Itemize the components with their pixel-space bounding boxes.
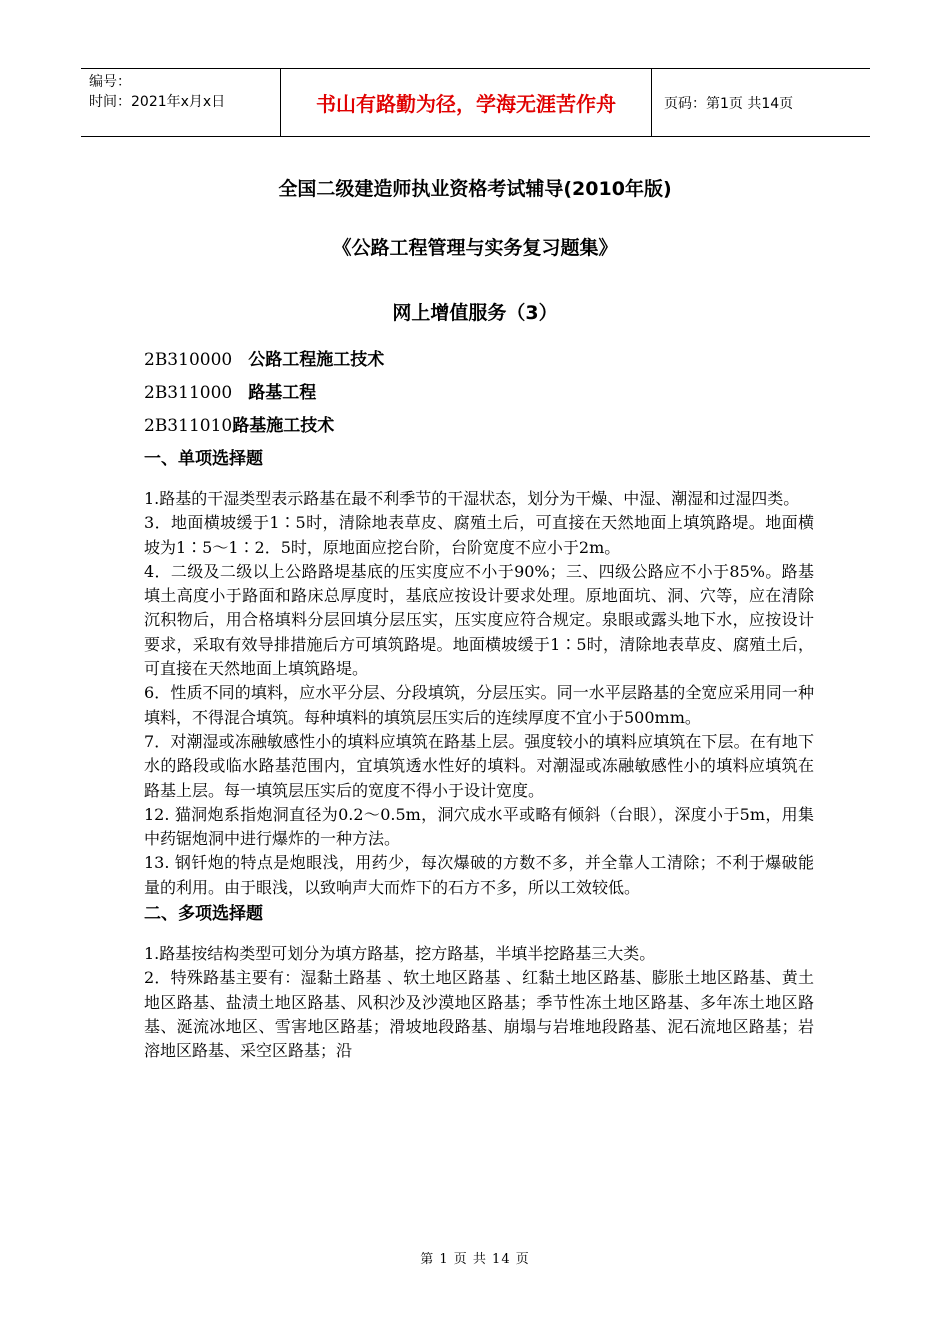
header-page-info: 页码：第1页 共14页 xyxy=(664,95,794,112)
doc-number-label: 编号： xyxy=(89,74,131,90)
section-heading-2b311000 xyxy=(144,379,814,412)
single-item-3: 3．地面横坡缓于1∶5时，清除地表草皮、腐殖土后，可直接在天然地面上填筑路堤。地面横坡为1∶5～1∶2．5时，原地面应挖台阶，台阶宽度不应小于2m。 xyxy=(144,513,814,557)
document-body xyxy=(144,346,814,1064)
single-item-13: 13. 钢钎炮的特点是炮眼浅，用药少，每次爆破的方数不多，并全靠人工清除；不利于爆破能量的利用。由于眼浅，以致响声大而炸下的石方不多，所以工效较低。 xyxy=(144,853,814,897)
multi-item-1: 1.路基按结构类型可划分为填方路基，挖方路基，半填半挖路基三大类。 xyxy=(144,944,656,964)
multi-item-2: 2．特殊路基主要有：湿黏土路基 、软土地区路基 、红黏土地区路基、膨胀土地区路基、黄土地区路基、盐渍土地区路基、风积沙及沙漠地区路基；季节性冻土地区路基、多年冻土地区路基、涎流冰地区、雪害地区路基；滑坡地段路基、崩塌与岩堆地段路基、泥石流地区路基；岩溶地区路基、采空区路基；沿 xyxy=(144,968,814,1061)
section-name: 路基施工技术 xyxy=(232,416,335,436)
single-choice-heading: 一、单项选择题 xyxy=(144,449,263,469)
single-item-12: 12. 猫洞炮系指炮洞直径为0.2～0.5m，洞穴成水平或略有倾斜（台眼），深度小于5m，用集中药锯炮洞中进行爆炸的一种方法。 xyxy=(144,804,814,849)
section-name: 公路工程施工技术 xyxy=(248,350,385,370)
page-footer: 第 1 页 共 14 页 xyxy=(420,1252,530,1267)
single-item-7: 7．对潮湿或冻融敏感性小的填料应填筑在路基上层。强度较小的填料应填筑在下层。在有地下水的路段或临水路基范围内，宜填筑透水性好的填料。对潮湿或冻融敏感性小的填料应填筑在路基上层。每一填筑层压实后的宽度不得小于设计宽度。 xyxy=(144,731,814,800)
section-code: 2B310000 xyxy=(144,350,233,370)
section-name: 路基工程 xyxy=(248,383,317,403)
single-item-1: 1.路基的干湿类型表示路基在最不利季节的干湿状态，划分为干燥、中湿、潮湿和过湿四类。 xyxy=(144,489,800,508)
doc-time-label: 时间：2021年x月x日 xyxy=(89,94,226,110)
doc-title-line2: 《公路工程管理与实务复习题集》 xyxy=(332,237,618,259)
section-code: 2B311000 xyxy=(144,383,233,403)
doc-title-line3: 网上增值服务（3） xyxy=(392,302,558,324)
single-item-6: 6．性质不同的填料，应水平分层、分段填筑，分层压实。同一水平层路基的全宽应采用同一种填料，不得混合填筑。每种填料的填筑层压实后的连续厚度不宜小于500mm。 xyxy=(144,683,814,727)
header-meta xyxy=(81,69,281,136)
doc-title-line1: 全国二级建造师执业资格考试辅导(2010年版) xyxy=(278,178,672,200)
multi-choice-heading: 二、多项选择题 xyxy=(144,904,263,925)
header-motto: 书山有路勤为径，学海无涯苦作舟 xyxy=(281,69,652,136)
section-heading-2b310000 xyxy=(144,346,814,379)
section-code: 2B311010 xyxy=(144,416,233,436)
header-table xyxy=(81,68,870,137)
section-heading-2b311010 xyxy=(144,412,814,445)
single-item-4: 4．二级及二级以上公路路堤基底的压实度应不小于90%；三、四级公路应不小于85%。路基填土高度小于路面和路床总厚度时，基底应按设计要求处理。原地面坑、洞、穴等，应在清除沉积物后，用合格填料分层回填分层压实，压实度应符合规定。泉眼或露头地下水，应按设计要求，采取有效导排措施后方可填筑路堤。地面横坡缓于1∶5时，清除地表草皮、腐殖土后，可直接在天然地面上填筑路堤。 xyxy=(144,561,814,679)
